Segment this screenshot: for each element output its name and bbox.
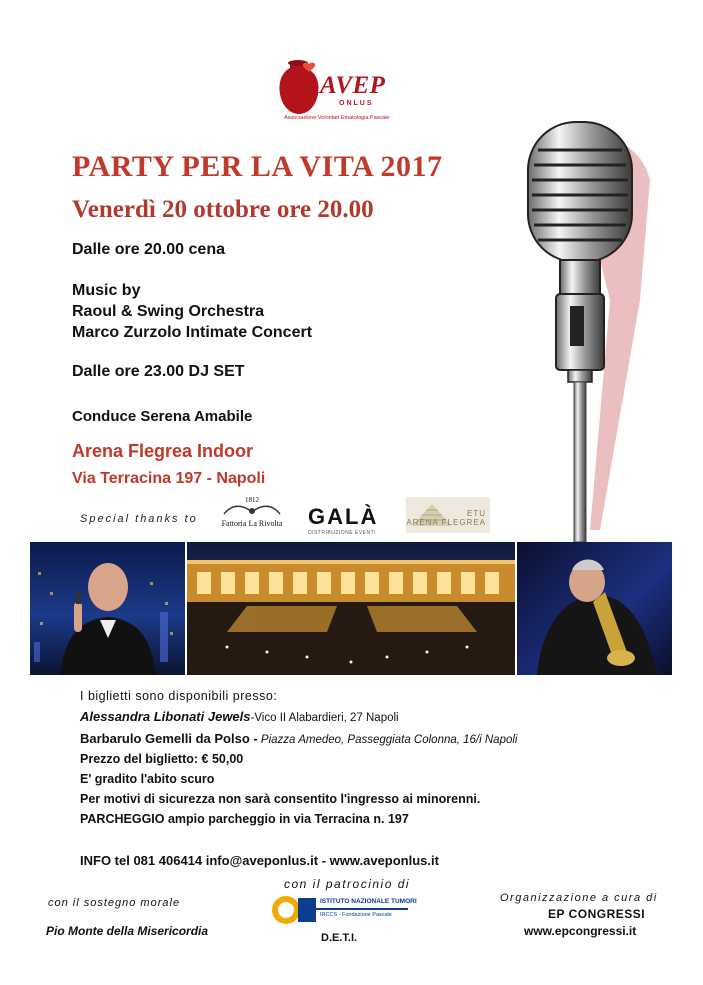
vendor-name: Barbarulo Gemelli da Polso - (80, 731, 258, 746)
logo-name: AVEP (320, 72, 386, 99)
music-heading: Music by (72, 282, 141, 299)
singer-photo (30, 542, 185, 675)
organizer-url[interactable]: www.epcongressi.it (524, 924, 637, 938)
saxophonist-photo (517, 542, 672, 675)
sponsor-title: ARENA FLEGREA (406, 518, 486, 527)
event-title: PARTY PER LA VITA 2017 (72, 150, 443, 183)
sponsor-name: GALÀ (308, 504, 379, 529)
venue-name: Arena Flegrea Indoor (72, 441, 254, 461)
parking-info (80, 812, 409, 826)
support-name: Pio Monte della Misericordia (46, 924, 209, 938)
arena-photo (187, 542, 515, 675)
vase-icon (276, 60, 322, 120)
sponsor-mark: ETU (467, 509, 486, 518)
organizer-label: Organizzazione a cura di (500, 892, 658, 904)
music-act: Raoul & Swing Orchestra (72, 303, 265, 320)
patron-label: con il patrocinio di (284, 877, 411, 891)
tickets-intro: I biglietti sono disponibili presso: (80, 689, 278, 703)
ticket-price: Prezzo del biglietto: € 50,00 (80, 752, 244, 766)
crest-icon (222, 504, 282, 518)
avep-logo (276, 58, 426, 130)
sponsor-logo-fattoria (212, 496, 292, 536)
parking-text: ampio parcheggio in via Terracina n. 197 (164, 812, 409, 826)
venue-address: Via Terracina 197 - Napoli (72, 470, 266, 487)
dj-set-time: Dalle ore 23.00 DJ SET (72, 363, 245, 380)
event-host: Conduce Serena Amabile (72, 408, 253, 425)
event-date: Venerdì 20 ottobre ore 20.00 (72, 196, 374, 223)
ticket-vendor (80, 709, 399, 724)
vendor-name: Alessandra Libonati Jewels (80, 709, 251, 724)
photo-strip (30, 542, 672, 675)
microphone-icon (520, 110, 680, 542)
patron-logo-line2: IRCCS - Fondazione Pascale (320, 912, 392, 918)
sponsor-name (406, 509, 486, 527)
patron-logo-line1: ISTITUTO NAZIONALE TUMORI (320, 898, 417, 905)
dinner-time: Dalle ore 20.00 cena (72, 241, 225, 258)
thanks-label: Special thanks to (80, 513, 198, 525)
dress-code: E' gradito l'abito scuro (80, 772, 215, 786)
music-act: Marco Zurzolo Intimate Concert (72, 324, 313, 341)
sponsor-logo-arena (406, 497, 490, 533)
sponsor-name: Fattoria La Rivolta (221, 519, 283, 528)
sponsor-year: 1812 (245, 496, 259, 504)
ticket-vendor (80, 731, 517, 746)
patron-logo (270, 894, 417, 926)
support-label: con il sostegno morale (48, 897, 181, 909)
sponsor-sub: DISTRIBUZIONE EVENTI (308, 530, 377, 536)
minors-notice: Per motivi di sicurezza non sarà consentito l'ingresso ai minorenni. (80, 792, 481, 806)
music-block (72, 280, 312, 343)
contact-info: INFO tel 081 406414 info@aveponlus.it - www.aveponlus.it (80, 853, 439, 868)
patron-name: D.E.T.I. (321, 932, 358, 944)
logo-sub: ONLUS (339, 100, 374, 107)
vendor-address: -Vico II Alabardieri, 27 Napoli (250, 712, 399, 724)
parking-label: PARCHEGGIO (80, 812, 165, 826)
organizer-name: EP CONGRESSI (548, 907, 646, 921)
vendor-address: Piazza Amedeo, Passeggiata Colonna, 16/i Napoli (257, 734, 518, 746)
sponsor-logo-gala (308, 504, 388, 534)
logo-tagline: Associazione Volontari Ematologia Pascale (284, 115, 390, 121)
